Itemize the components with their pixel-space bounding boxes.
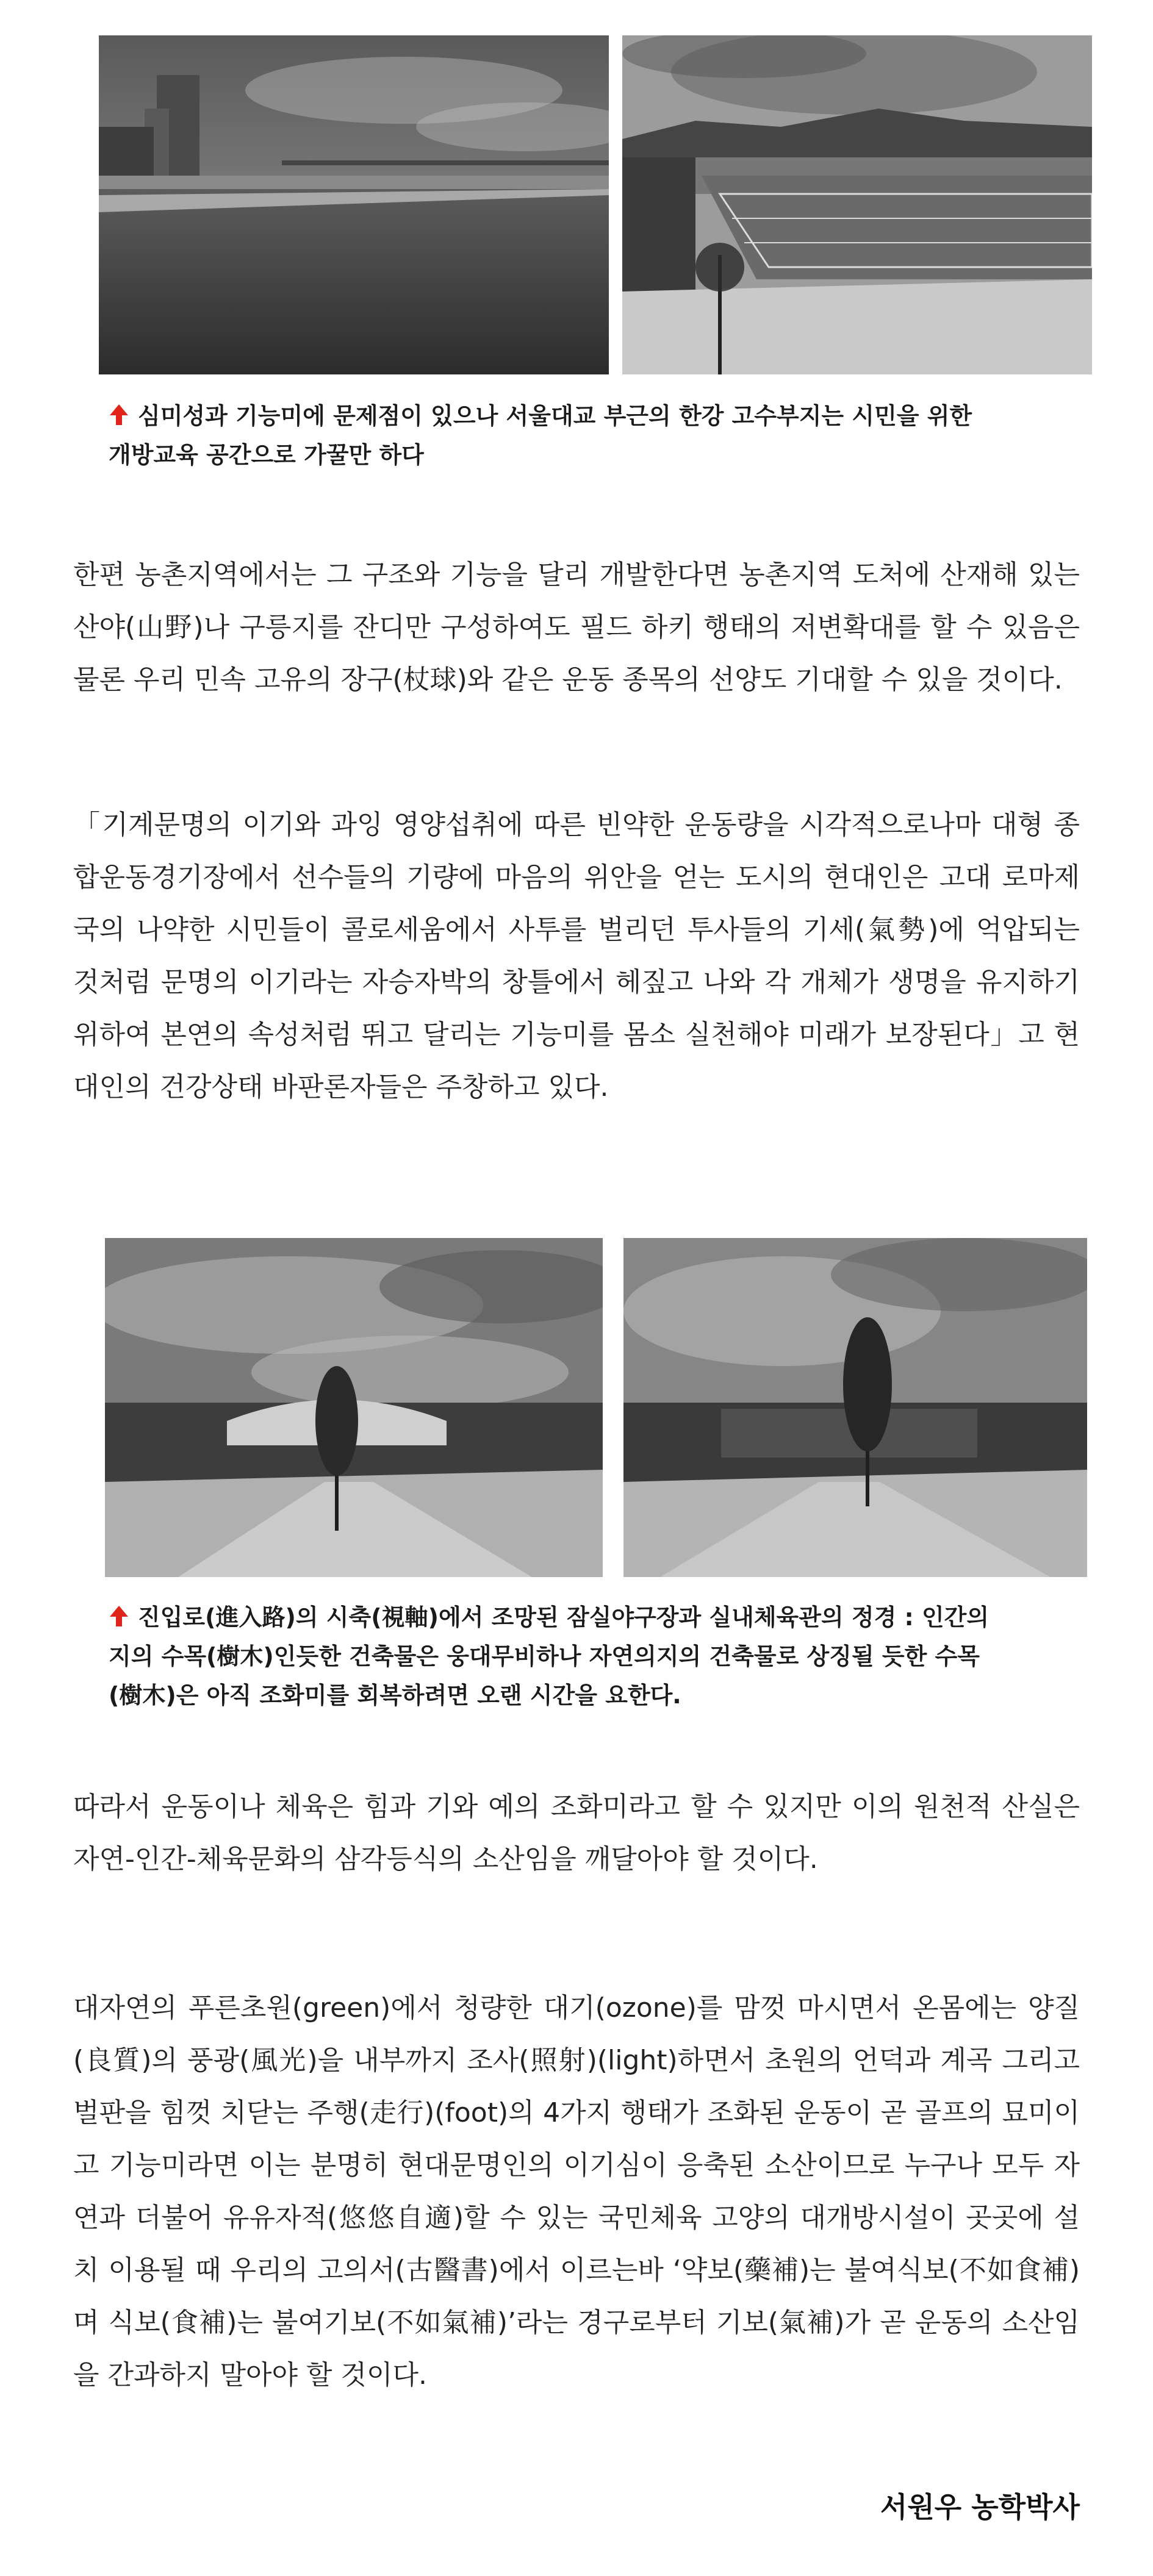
photo-indoor-gymnasium xyxy=(105,1238,603,1577)
author-signature: 서원우 농학박사 xyxy=(880,2491,1080,2524)
figure1-photos xyxy=(99,35,1092,374)
paragraph-4: 대자연의 푸른초원(green)에서 청량한 대기(ozone)를 맘껏 마시면서 온몸에는 양질(良質)의 풍광(風光)을 내부까지 조사(照射)(light)하면서 초원의 언덕과 계곡 그리고 벌판을 힘껏 치닫는 주행(走行)(foot)의 4가지 행태가 조화된 운동이 곧 골프의 묘미이고 기능미라면 이는 분명히 현대문명인의 이기심이 응축된 소산이므로 누구나 모두 자연과 더불어 유유자적(悠悠自適)할 수 있는 국민체육 고양의 대개방시설이 곳곳에 설치 이용될 때 우리의 고의서(古醫書)에서 이르는바 ‘약보(藥補)는 불여식보(不如食補)며 식보(食補)는 불여기보(不如氣補)’라는 경구로부터 기보(氣補)가 곧 운동의 소산임을 간과하지 말아야 할 것이다. xyxy=(73,1992,1080,2391)
figure2-photos xyxy=(105,1238,1087,1577)
figure2-caption-line1: 진입로(進入路)의 시축(視軸)에서 조망된 잠실야구장과 실내체육관의 정경 : 인간의 xyxy=(109,1598,1085,1637)
photo-tennis-courts xyxy=(622,35,1092,374)
figure1-caption-line2: 개방교육 공간으로 가꿀만 하다 xyxy=(109,442,424,468)
figure1-caption xyxy=(109,396,1085,474)
paragraph-1: 한편 농촌지역에서는 그 구조와 기능을 달리 개발한다면 농촌지역 도처에 산재해 있는 산야(山野)나 구릉지를 잔디만 구성하여도 필드 하키 행태의 저변확대를 할 수 있음은 물론 우리 민속 고유의 장구(杖球)와 같은 운동 종목의 선양도 기대할 수 있을 것이다. xyxy=(73,559,1080,695)
figure2-caption xyxy=(109,1598,1085,1715)
paragraph-2: 「기계문명의 이기와 과잉 영양섭취에 따른 빈약한 운동량을 시각적으로나마 대형 종합운동경기장에서 선수들의 기량에 마음의 위안을 얻는 도시의 현대인은 고대 로마제국의 나약한 시민들이 콜로세움에서 사투를 벌리던 투사들의 기세(氣勢)에 억압되는 것처럼 문명의 이기라는 자승자박의 창틀에서 헤짚고 나와 각 개체가 생명을 유지하기 위하여 본연의 속성처럼 뛰고 달리는 기능미를 몸소 실천해야 미래가 보장된다」고 현대인의 건강상태 바판론자들은 주창하고 있다. xyxy=(73,809,1080,1103)
red-up-arrow-icon xyxy=(109,1605,129,1628)
figure2-caption-line3: (樹木)은 아직 조화미를 회복하려면 오랜 시간을 요한다. xyxy=(109,1682,681,1709)
photo-han-river-park xyxy=(99,35,609,374)
red-up-arrow-icon xyxy=(109,403,129,426)
figure2-caption-line2: 지의 수목(樹木)인듯한 건축물은 웅대무비하나 자연의지의 건축물로 상징될 듯한 수목 xyxy=(109,1643,980,1670)
photo-jamsil-baseball-stadium xyxy=(623,1238,1087,1577)
paragraph-3: 따라서 운동이나 체육은 힘과 기와 예의 조화미라고 할 수 있지만 이의 원천적 산실은 자연-인간-체육문화의 삼각등식의 소산임을 깨달아야 할 것이다. xyxy=(73,1791,1080,1875)
figure1-caption-line1: 심미성과 기능미에 문제점이 있으나 서울대교 부근의 한강 고수부지는 시민을 위한 xyxy=(109,396,1085,435)
